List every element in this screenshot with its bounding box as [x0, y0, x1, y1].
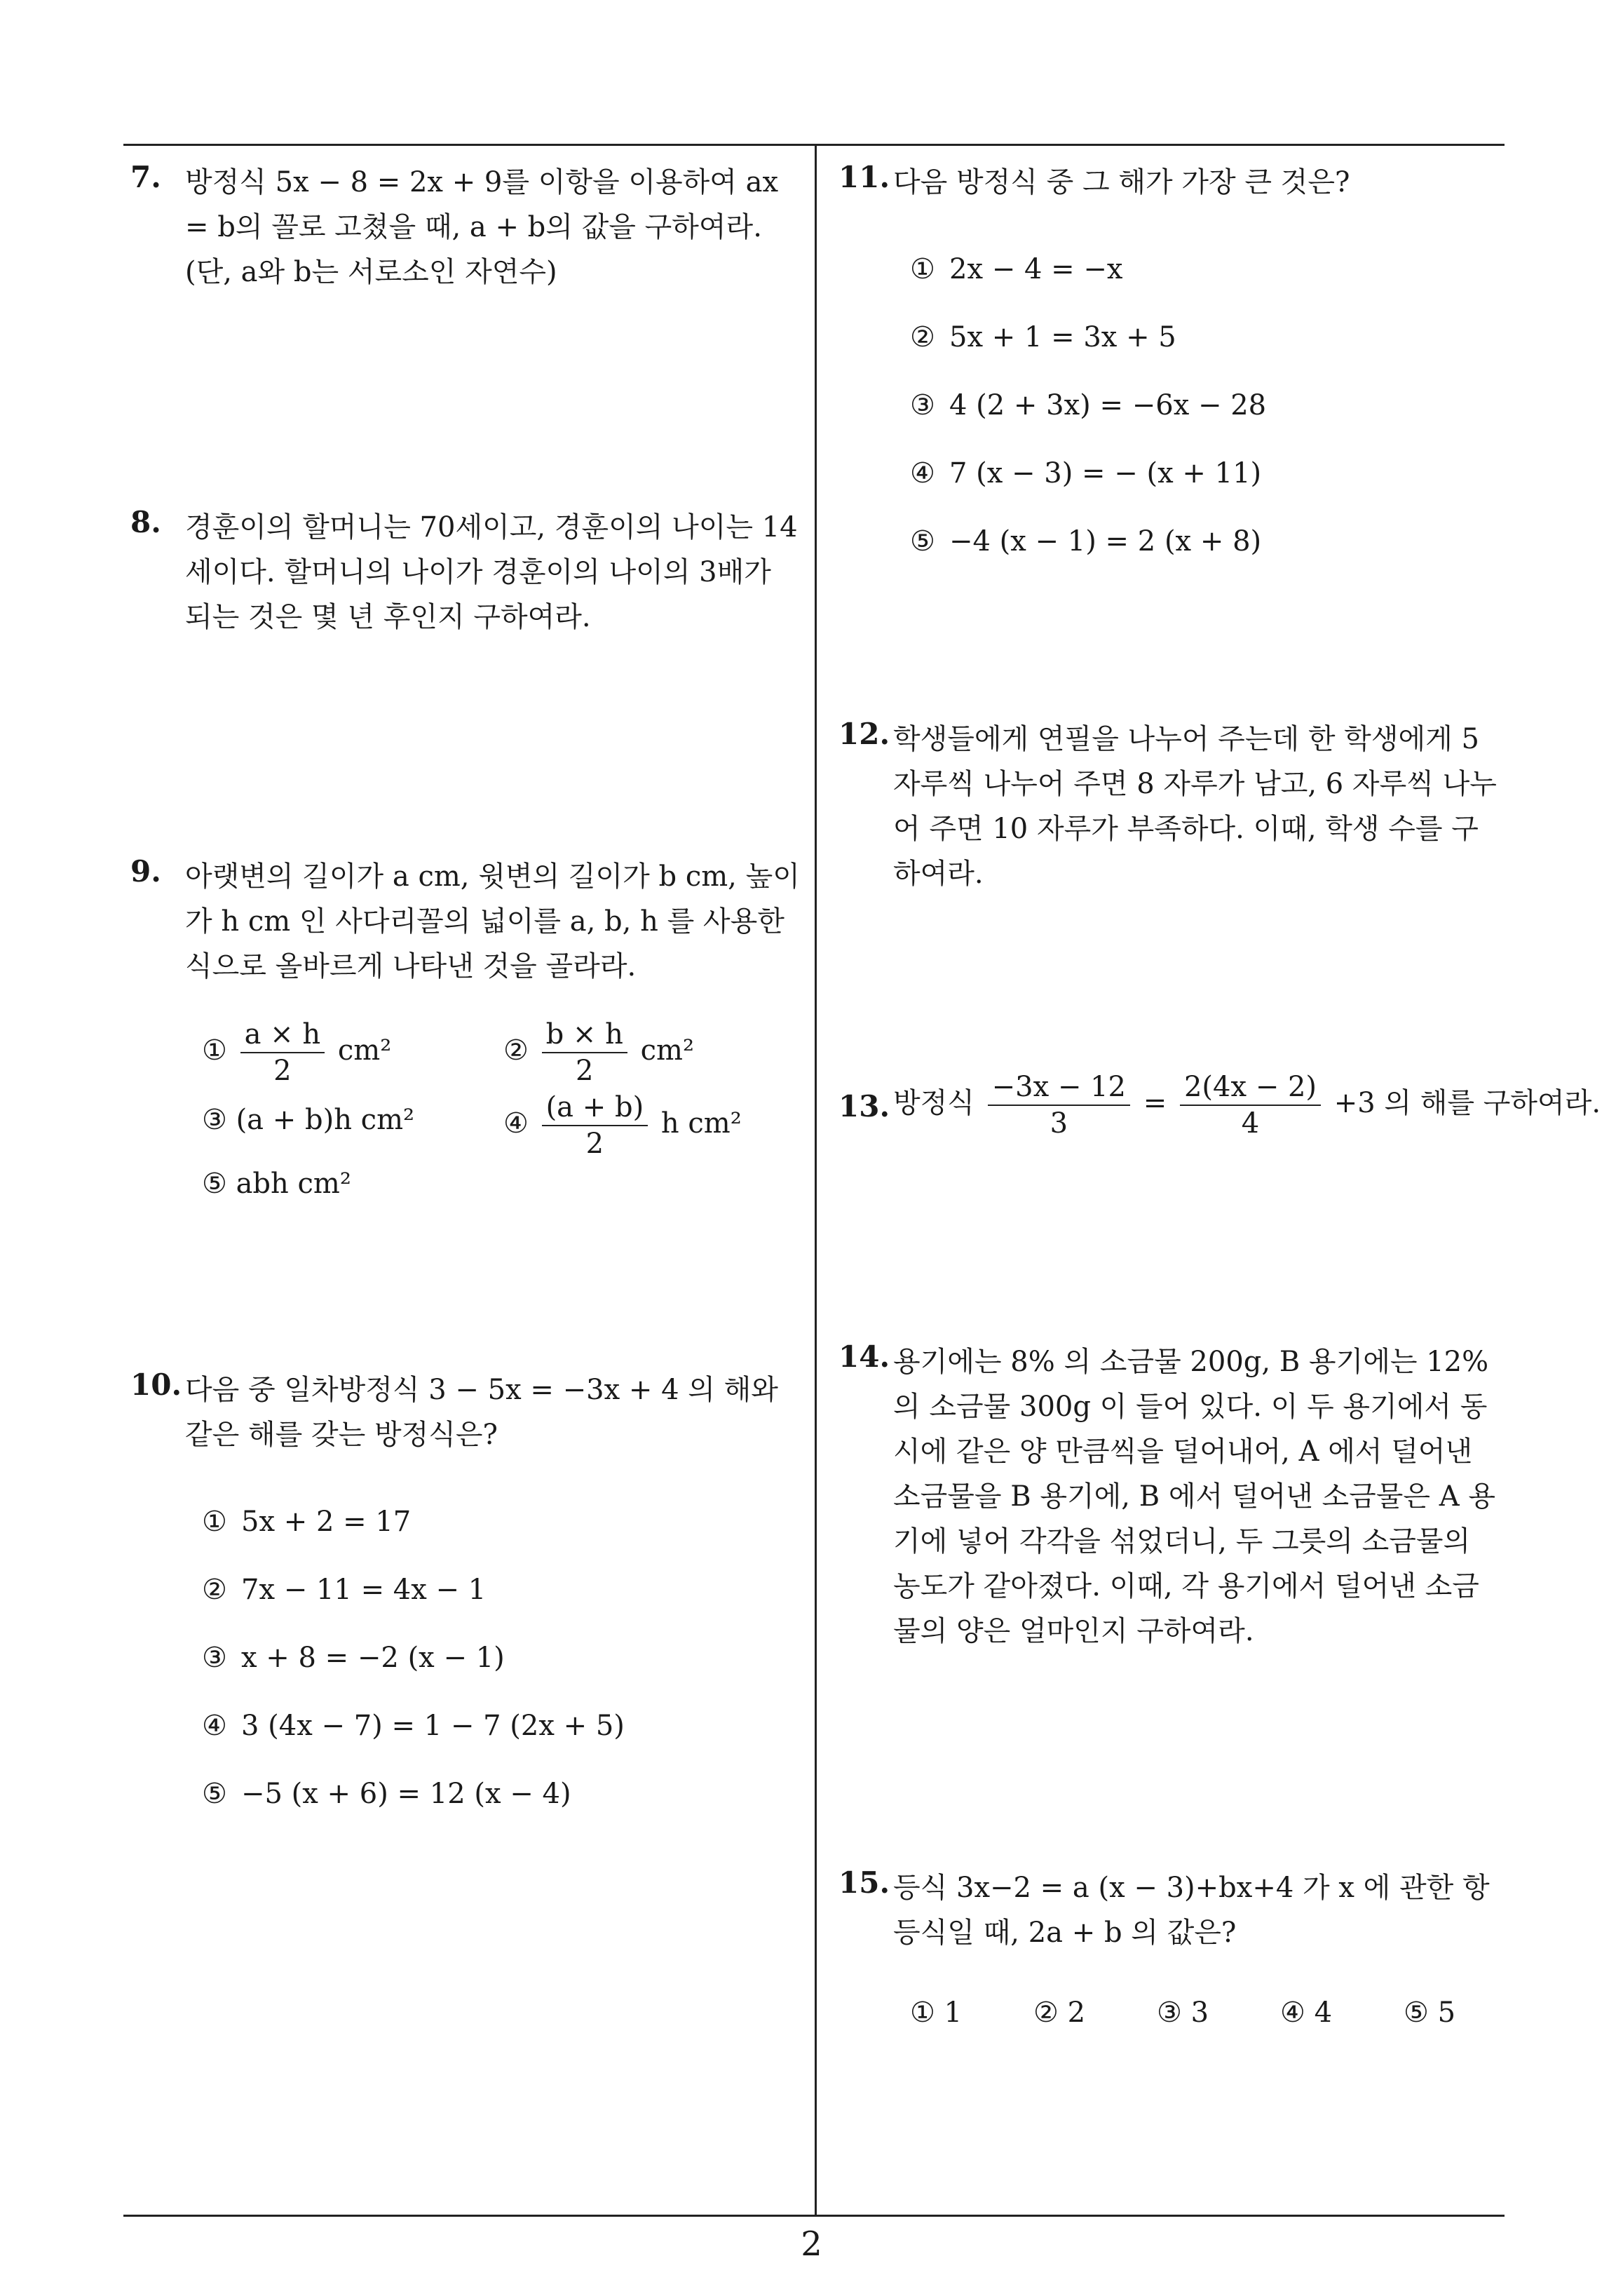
question-text: 방정식 $\frac{-3x - 12}{3}$ = $\frac{2(4x - 2)}{4}$ +3 의 해를 구하여라. — [893, 1071, 1601, 1140]
denominator: 2 — [273, 1055, 292, 1087]
fraction — [988, 1069, 1130, 1141]
choice-4[interactable]: ④ 4 — [1280, 1997, 1333, 2029]
choice-mark: ④ — [503, 1107, 529, 1140]
question-number: 14. — [838, 1339, 890, 1374]
unit: cm² — [640, 1034, 694, 1067]
page-number: 2 — [801, 2224, 822, 2264]
choice-mark: ① — [202, 1034, 227, 1067]
fraction — [542, 1017, 627, 1088]
question-text: 용기에는 8% 의 소금물 200g, B 용기에는 12% 의 소금물 300g 이 들어 있다. 이 두 용기에서 동시에 같은 양 만큼씩을 덜어내어, A 에서 덜어낸 소금물을 B 용기에, B 에서 덜어낸 소금물은 A 용기에 넣어 각각을 섞었더니, 두 그릇의 소금물의 농도가 같아졌다. 이때, 각 용기에서 덜어낸 소금물의 양은 얼마인지 구하여라. — [893, 1346, 1495, 1647]
question-number: 10. — [130, 1368, 182, 1402]
question-8 — [130, 505, 803, 640]
bottom-rule — [123, 2215, 1505, 2217]
choice-5[interactable]: ⑤ −4 (x − 1) = 2 (x + 8) — [910, 525, 1262, 558]
denominator: 2 — [576, 1055, 594, 1087]
choice-3[interactable] — [202, 1104, 414, 1136]
choice-list — [910, 1990, 1505, 2035]
choice-4[interactable] — [503, 1090, 742, 1161]
choice-list — [910, 247, 1505, 587]
choice-1[interactable] — [202, 1017, 391, 1088]
question-14 — [838, 1339, 1505, 1654]
denominator: 2 — [585, 1128, 604, 1160]
question-text: 방정식 5x − 8 = 2x + 9를 이항을 이용하여 ax = b의 꼴로 고쳤을 때, a + b의 값을 구하여라. (단, a와 b는 서로소인 자연수) — [185, 166, 779, 288]
fraction — [1180, 1069, 1321, 1141]
choice-mark: ③ — [202, 1104, 227, 1136]
question-7 — [130, 160, 803, 295]
question-number: 7. — [130, 160, 161, 194]
question-text: 다음 중 일차방정식 3 − 5x = −3x + 4 의 해와 같은 해를 갖는 방정식은? — [185, 1374, 778, 1451]
choice-5[interactable] — [202, 1168, 351, 1200]
unit: h cm² — [660, 1107, 742, 1140]
choice-list — [202, 1499, 803, 1839]
column-divider — [815, 144, 817, 2216]
question-10 — [130, 1368, 803, 1839]
denominator: 4 — [1241, 1107, 1260, 1140]
choice-grid — [202, 1017, 803, 1199]
choice-text: (a + b)h cm² — [236, 1104, 415, 1136]
choice-1[interactable]: ① 2x − 4 = −x — [910, 253, 1123, 285]
question-text: 등식 3x−2 = a (x − 3)+bx+4 가 x 에 관한 항등식일 때, 2a + b 의 값은? — [893, 1872, 1490, 1949]
question-number: 9. — [130, 854, 161, 889]
question-number: 12. — [838, 717, 890, 751]
choice-text: abh cm² — [236, 1168, 351, 1200]
question-15 — [838, 1865, 1505, 2035]
choice-4[interactable]: ④ 3 (4x − 7) = 1 − 7 (2x + 5) — [202, 1710, 625, 1742]
choice-mark: ⑤ — [202, 1168, 227, 1200]
choice-3[interactable]: ③ x + 8 = −2 (x − 1) — [202, 1642, 505, 1674]
top-rule — [123, 144, 1505, 146]
numerator: a × h — [240, 1017, 325, 1053]
choice-1[interactable]: ① 5x + 2 = 17 — [202, 1506, 412, 1538]
choice-2[interactable]: ② 7x − 11 = 4x − 1 — [202, 1574, 487, 1606]
choice-2[interactable]: ② 2 — [1033, 1997, 1086, 2029]
question-number: 13. — [838, 1089, 890, 1123]
choice-3[interactable]: ③ 3 — [1157, 1997, 1209, 2029]
question-text: 아랫변의 길이가 a cm, 윗변의 길이가 b cm, 높이가 h cm 인 사다리꼴의 넓이를 a, b, h 를 사용한 식으로 올바르게 나타낸 것을 골라라. — [185, 860, 800, 982]
choice-mark: ② — [503, 1034, 529, 1067]
numerator: b × h — [542, 1017, 627, 1053]
choice-3[interactable]: ③ 4 (2 + 3x) = −6x − 28 — [910, 389, 1267, 421]
question-number: 11. — [838, 160, 890, 194]
fraction — [240, 1017, 325, 1088]
choice-1[interactable]: ① 1 — [910, 1997, 963, 2029]
choice-5[interactable]: ⑤ 5 — [1404, 1997, 1456, 2029]
question-9 — [130, 854, 803, 1199]
question-text: 학생들에게 연필을 나누어 주는데 한 학생에게 5 자루씩 나누어 주면 8 자루가 남고, 6 자루씩 나누어 주면 10 자루가 부족하다. 이때, 학생 수를 구하여라. — [893, 723, 1497, 890]
choice-2[interactable]: ② 5x + 1 = 3x + 5 — [910, 321, 1176, 353]
question-11 — [838, 160, 1505, 587]
question-text: 다음 방정식 중 그 해가 가장 큰 것은? — [893, 166, 1350, 198]
fraction — [542, 1090, 648, 1161]
unit: cm² — [337, 1034, 392, 1067]
numerator: −3x − 12 — [988, 1069, 1130, 1106]
question-12 — [838, 717, 1505, 896]
numerator: (a + b) — [542, 1090, 648, 1126]
denominator: 3 — [1050, 1107, 1068, 1140]
choice-2[interactable] — [503, 1017, 694, 1088]
question-number: 8. — [130, 505, 161, 539]
numerator: 2(4x − 2) — [1180, 1069, 1321, 1106]
question-13 — [838, 1069, 1601, 1141]
question-number: 15. — [838, 1865, 890, 1900]
choice-5[interactable]: ⑤ −5 (x + 6) = 12 (x − 4) — [202, 1778, 571, 1810]
choice-4[interactable]: ④ 7 (x − 3) = − (x + 11) — [910, 457, 1262, 489]
question-text: 경훈이의 할머니는 70세이고, 경훈이의 나이는 14세이다. 할머니의 나이가 경훈이의 나이의 3배가 되는 것은 몇 년 후인지 구하여라. — [185, 511, 798, 633]
